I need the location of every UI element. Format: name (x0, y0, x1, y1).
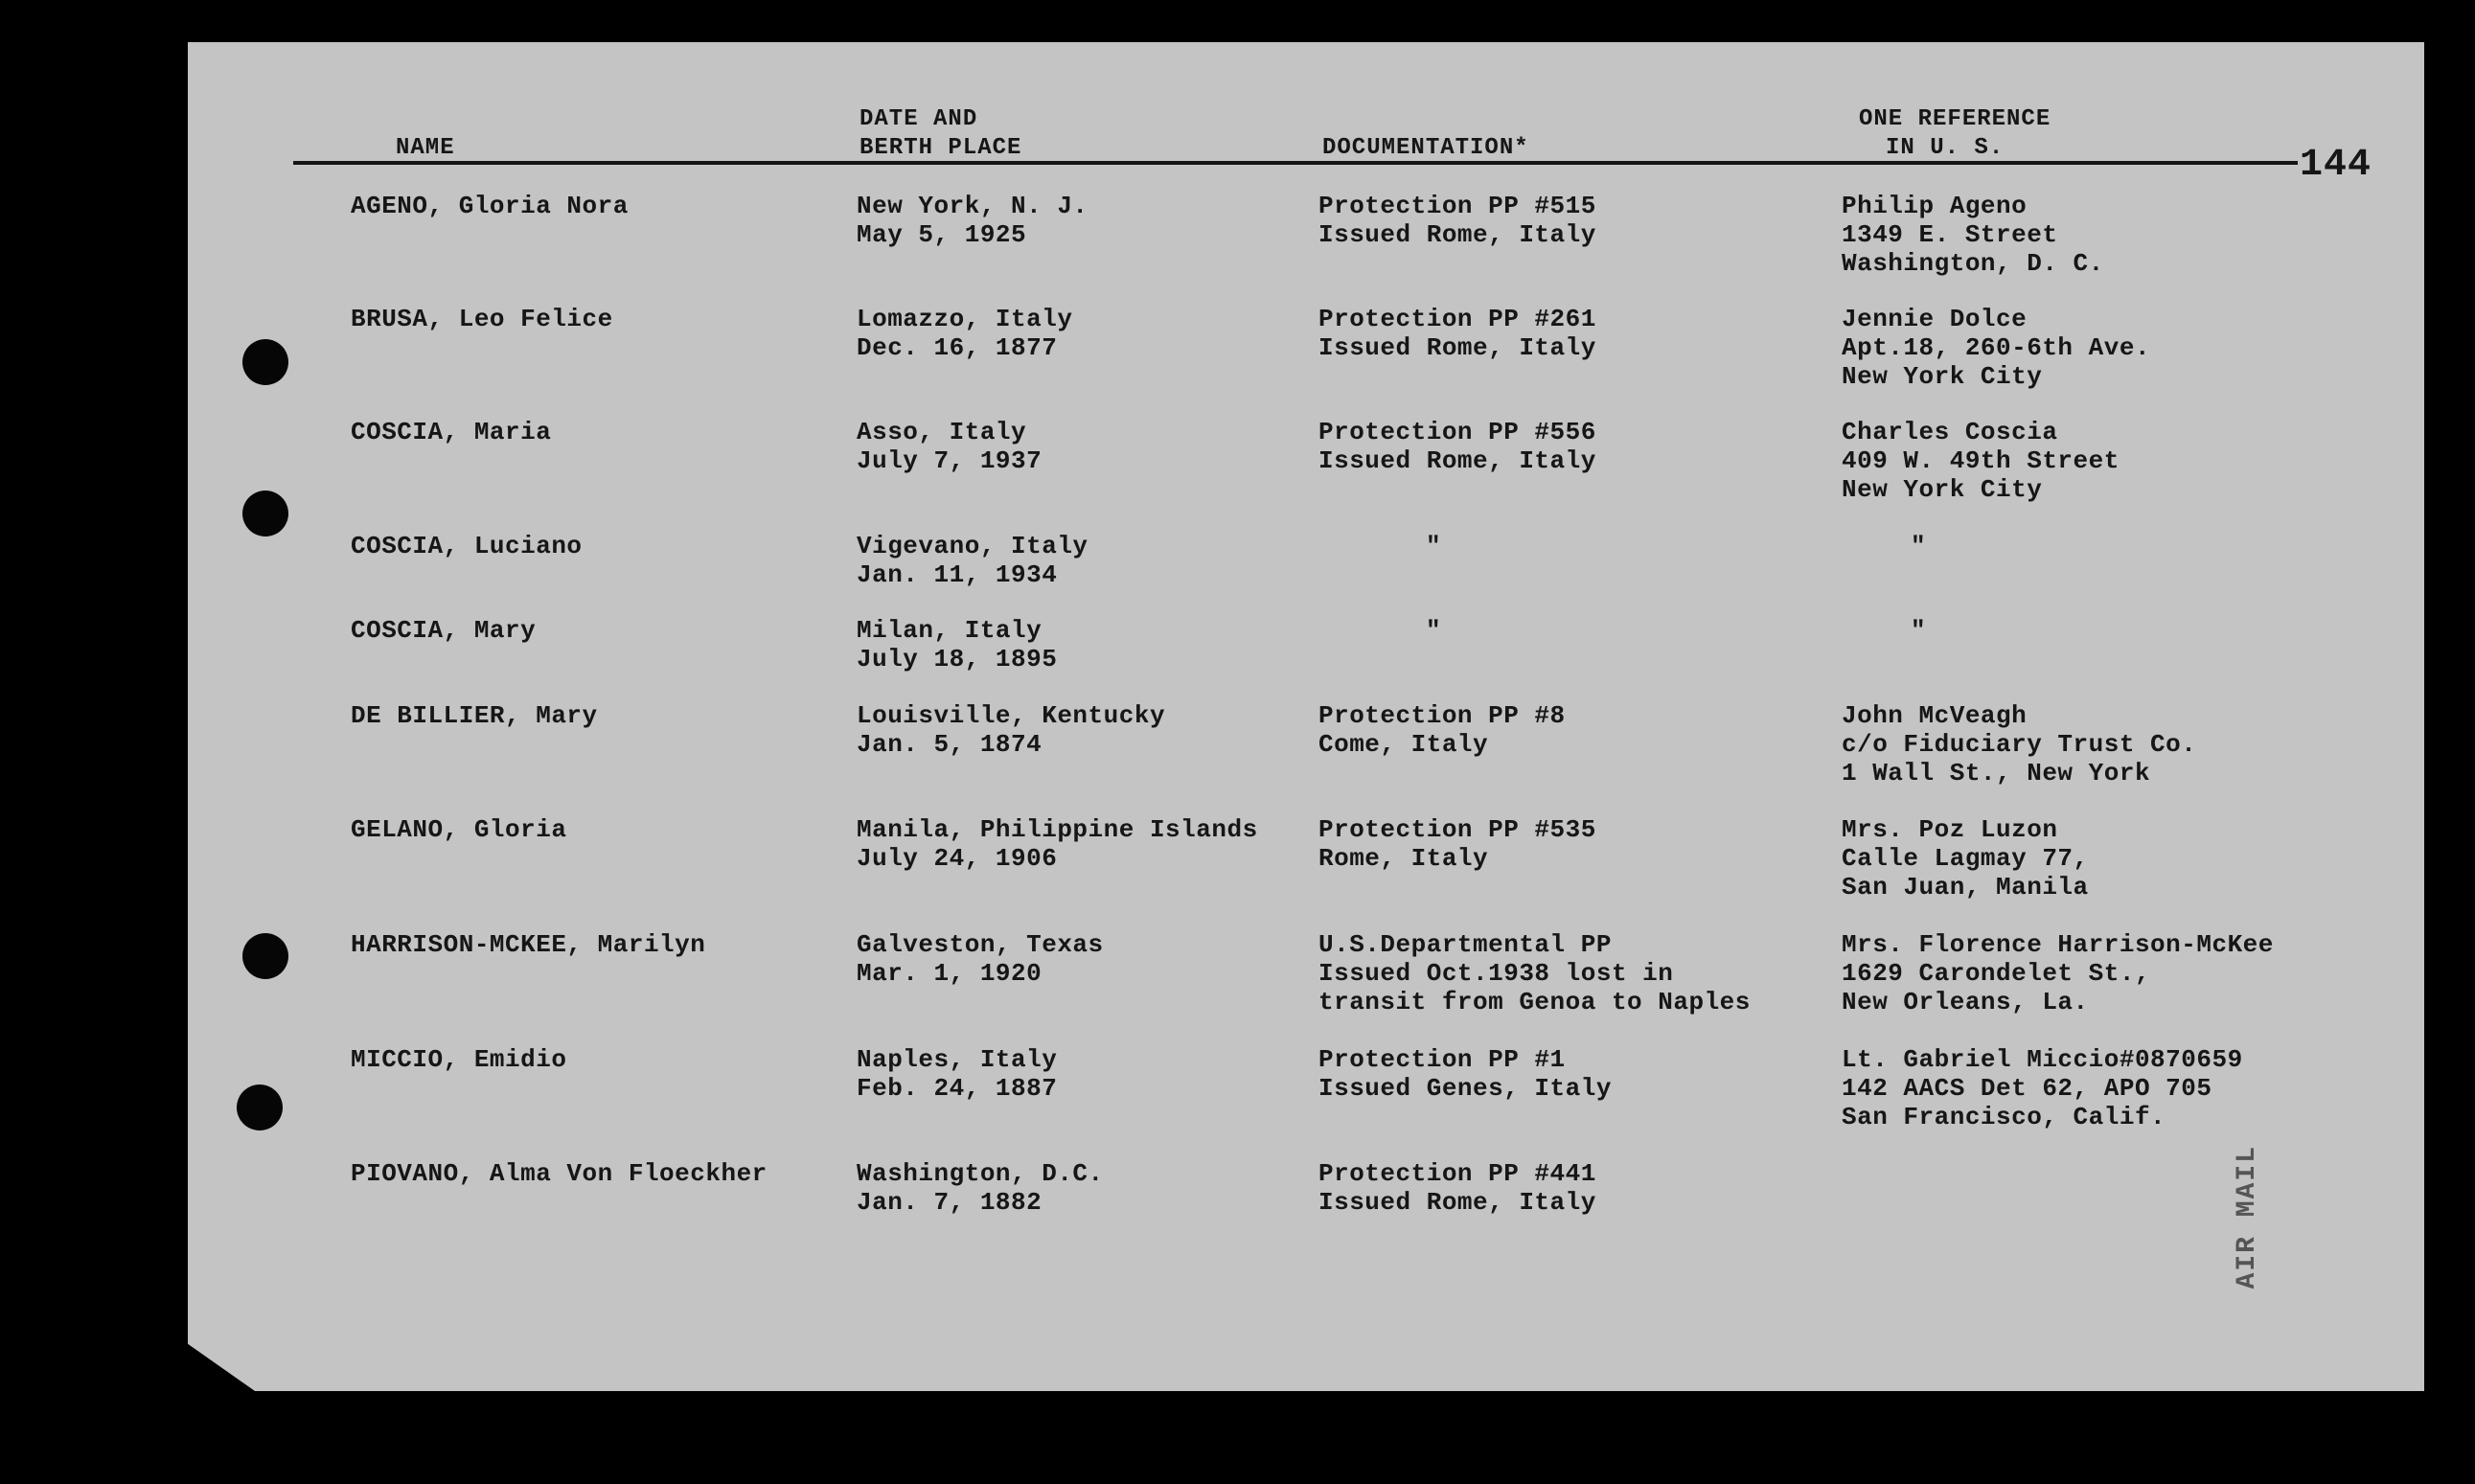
row-reference: " (1911, 532, 1927, 560)
row-reference: 409 W. 49th Street (1842, 446, 2120, 475)
page-number: 144 (2300, 144, 2372, 187)
row-reference: New York City (1842, 362, 2043, 391)
row-place: Vigevano, Italy (857, 532, 1089, 560)
row-place: Milan, Italy (857, 616, 1043, 645)
header-name: NAME (396, 135, 455, 161)
row-documentation: Protection PP #535 (1318, 815, 1596, 844)
row-documentation: Protection PP #1 (1318, 1045, 1566, 1074)
row-documentation: Issued Genes, Italy (1318, 1074, 1612, 1103)
row-reference: John McVeagh (1842, 701, 2028, 730)
row-documentation: Protection PP #556 (1318, 418, 1596, 446)
row-name: GELANO, Gloria (351, 815, 567, 844)
header-reference-line1: ONE REFERENCE (1859, 106, 2051, 132)
row-place: July 24, 1906 (857, 844, 1058, 873)
row-documentation: Issued Oct.1938 lost in (1318, 959, 1674, 988)
row-place: New York, N. J. (857, 192, 1089, 220)
row-documentation: Issued Rome, Italy (1318, 446, 1596, 475)
air-mail-stamp: AIR MAIL (2233, 1145, 2262, 1290)
row-name: COSCIA, Mary (351, 616, 537, 645)
punch-hole (242, 933, 288, 979)
row-name: HARRISON-MCKEE, Marilyn (351, 930, 706, 959)
row-reference: Philip Ageno (1842, 192, 2028, 220)
header-date-place-line2: BERTH PLACE (859, 135, 1022, 161)
row-reference: c/o Fiduciary Trust Co. (1842, 730, 2197, 759)
row-place: July 7, 1937 (857, 446, 1043, 475)
row-documentation: transit from Genoa to Naples (1318, 988, 1751, 1016)
row-place: Jan. 11, 1934 (857, 560, 1058, 589)
header-date-place-line1: DATE AND (859, 106, 978, 132)
row-reference: Jennie Dolce (1842, 305, 2028, 333)
row-name: COSCIA, Maria (351, 418, 552, 446)
row-name: DE BILLIER, Mary (351, 701, 598, 730)
row-documentation: Protection PP #261 (1318, 305, 1596, 333)
punch-hole (237, 1084, 283, 1130)
row-place: Jan. 5, 1874 (857, 730, 1043, 759)
row-reference: San Juan, Manila (1842, 873, 2089, 902)
punch-hole (242, 339, 288, 385)
header-documentation: DOCUMENTATION* (1322, 135, 1529, 161)
row-reference: San Francisco, Calif. (1842, 1103, 2166, 1131)
row-reference: New Orleans, La. (1842, 988, 2089, 1016)
row-documentation: Protection PP #8 (1318, 701, 1566, 730)
row-reference: 1 Wall St., New York (1842, 759, 2151, 788)
row-place: Dec. 16, 1877 (857, 333, 1058, 362)
row-documentation: " (1426, 616, 1442, 645)
row-reference: Mrs. Florence Harrison-McKee (1842, 930, 2274, 959)
row-documentation: U.S.Departmental PP (1318, 930, 1612, 959)
row-reference: 1349 E. Street (1842, 220, 2058, 249)
row-place: Louisville, Kentucky (857, 701, 1166, 730)
row-reference: Charles Coscia (1842, 418, 2058, 446)
row-place: July 18, 1895 (857, 645, 1058, 674)
row-place: Naples, Italy (857, 1045, 1058, 1074)
row-documentation: Rome, Italy (1318, 844, 1489, 873)
row-name: MICCIO, Emidio (351, 1045, 567, 1074)
row-documentation: Protection PP #515 (1318, 192, 1596, 220)
row-reference: 1629 Carondelet St., (1842, 959, 2151, 988)
row-reference: Apt.18, 260-6th Ave. (1842, 333, 2151, 362)
row-name: PIOVANO, Alma Von Floeckher (351, 1159, 768, 1188)
row-documentation: " (1426, 532, 1442, 560)
row-place: Washington, D.C. (857, 1159, 1104, 1188)
row-reference: Calle Lagmay 77, (1842, 844, 2089, 873)
row-place: May 5, 1925 (857, 220, 1027, 249)
header-reference-line2: IN U. S. (1886, 135, 2005, 161)
row-reference: " (1911, 616, 1927, 645)
row-place: Lomazzo, Italy (857, 305, 1073, 333)
row-name: AGENO, Gloria Nora (351, 192, 629, 220)
row-place: Manila, Philippine Islands (857, 815, 1258, 844)
row-place: Jan. 7, 1882 (857, 1188, 1043, 1217)
row-documentation: Issued Rome, Italy (1318, 1188, 1596, 1217)
row-reference: 142 AACS Det 62, APO 705 (1842, 1074, 2212, 1103)
row-reference: Lt. Gabriel Miccio#0870659 (1842, 1045, 2243, 1074)
header-rule (293, 161, 2298, 165)
row-place: Feb. 24, 1887 (857, 1074, 1058, 1103)
row-reference: New York City (1842, 475, 2043, 504)
row-place: Galveston, Texas (857, 930, 1104, 959)
row-documentation: Come, Italy (1318, 730, 1489, 759)
row-reference: Mrs. Poz Luzon (1842, 815, 2058, 844)
punch-hole (242, 491, 288, 537)
row-place: Mar. 1, 1920 (857, 959, 1043, 988)
row-documentation: Issued Rome, Italy (1318, 333, 1596, 362)
row-place: Asso, Italy (857, 418, 1027, 446)
row-name: COSCIA, Luciano (351, 532, 583, 560)
row-documentation: Protection PP #441 (1318, 1159, 1596, 1188)
row-reference: Washington, D. C. (1842, 249, 2104, 278)
row-documentation: Issued Rome, Italy (1318, 220, 1596, 249)
row-name: BRUSA, Leo Felice (351, 305, 613, 333)
